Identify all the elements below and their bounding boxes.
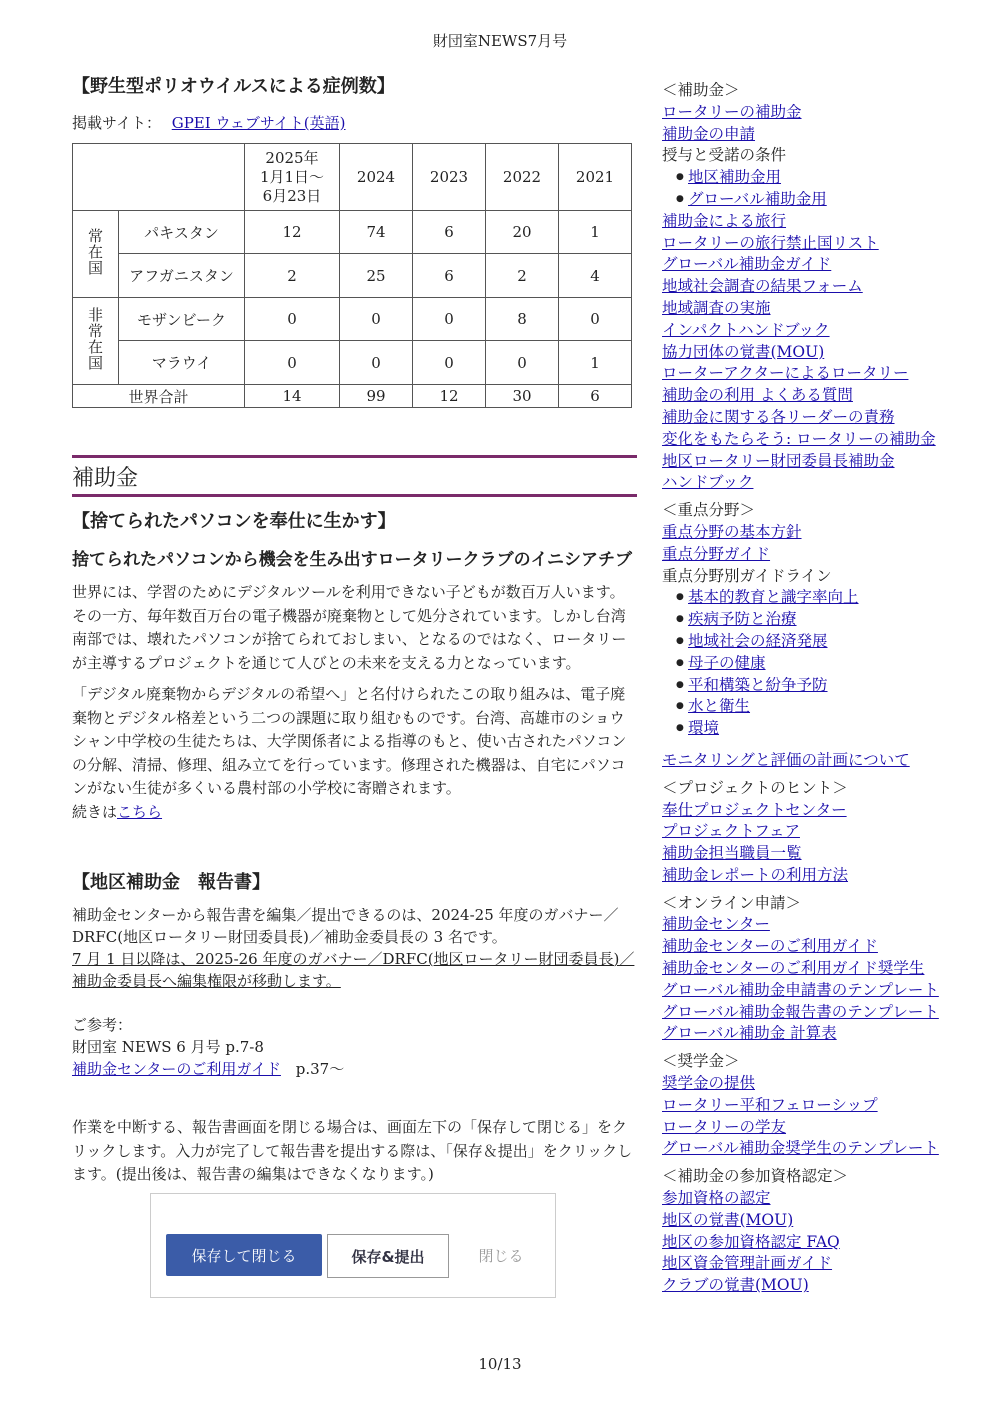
sidebar-link[interactable]: グローバル補助金用 — [688, 189, 827, 208]
sidebar-link[interactable]: 地区資金管理計画ガイド — [662, 1254, 833, 1273]
sidebar-link[interactable]: グローバル補助金ガイド — [662, 255, 832, 274]
sidebar-heading: ＜重点分野＞ — [662, 501, 756, 520]
grant-center-guide-link[interactable]: 補助金センターのご利用ガイド — [72, 1060, 281, 1078]
sidebar-row — [662, 451, 962, 473]
sidebar-row — [662, 800, 962, 822]
value-cell: 0 — [559, 298, 632, 341]
sidebar-row — [662, 544, 962, 566]
sidebar-link[interactable]: 水と衛生 — [688, 697, 751, 716]
close-button[interactable]: 閉じる — [478, 1246, 524, 1265]
sidebar-link[interactable]: 補助金センターのご利用ガイド奨学生 — [662, 959, 925, 978]
ref-2 — [72, 1058, 637, 1080]
sidebar-row — [662, 1095, 962, 1117]
sidebar-heading: ＜プロジェクトのヒント＞ — [662, 778, 848, 797]
sidebar-link[interactable]: グローバル補助金 計算表 — [662, 1024, 837, 1043]
sidebar-link[interactable]: 補助金レポートの利用方法 — [662, 865, 849, 884]
sidebar-row — [662, 1232, 962, 1254]
sidebar-row — [662, 472, 962, 494]
sidebar-link[interactable]: 参加資格の認定 — [662, 1189, 771, 1208]
sidebar-bullet-item — [676, 718, 962, 740]
sidebar-label: 重点分野別ガイドライン — [662, 566, 832, 585]
page-header: 財団室NEWS7月号 — [432, 32, 568, 50]
read-more-link[interactable]: こちら — [117, 802, 163, 821]
sidebar-row — [662, 865, 962, 887]
sidebar-link[interactable]: 補助金による旅行 — [662, 211, 787, 230]
sidebar-row — [662, 914, 962, 936]
read-more-label: 続きは — [72, 802, 118, 821]
sidebar-link[interactable]: ロータリーの補助金 — [662, 102, 802, 121]
sidebar-link[interactable]: 疾病予防と治療 — [688, 610, 797, 629]
col-header: 2024 — [340, 144, 413, 211]
gpei-link[interactable]: GPEI ウェブサイト(英語) — [171, 114, 346, 132]
total-cell: 30 — [486, 385, 559, 408]
value-cell: 2 — [486, 254, 559, 298]
pc-title: 【捨てられたパソコンを奉仕に生かす】 — [72, 511, 396, 532]
ref-1: 財団室 NEWS 6 月号 p.7-8 — [72, 1038, 264, 1056]
value-cell: 6 — [413, 211, 486, 254]
value-cell: 0 — [340, 341, 413, 385]
sidebar-row — [662, 1073, 962, 1095]
save-submit-button[interactable]: 保存&提出 — [327, 1234, 449, 1278]
table-row — [73, 341, 632, 385]
value-cell: 0 — [245, 298, 340, 341]
ref-2-page: p.37～ — [295, 1060, 345, 1078]
sidebar-link[interactable]: 地区の覚書(MOU) — [662, 1210, 794, 1229]
pc-subtitle: 捨てられたパソコンから機会を生み出すロータリークラブのイニシアチブ — [72, 550, 632, 570]
sidebar-row — [662, 936, 962, 958]
sidebar-row — [662, 522, 962, 544]
sidebar-link[interactable]: モニタリングと評価の計画について — [662, 750, 910, 769]
sidebar-link[interactable]: 環境 — [688, 719, 720, 738]
sidebar-row — [662, 298, 962, 320]
group-endemic: 常在国 — [73, 211, 119, 298]
polio-title: 【野生型ポリオウイルスによる症例数】 — [72, 76, 395, 97]
sidebar-row — [662, 233, 962, 255]
country-cell: マラウイ — [119, 341, 245, 385]
col-header: 2023 — [413, 144, 486, 211]
value-cell: 25 — [340, 254, 413, 298]
ref-label: ご参考： — [72, 1016, 133, 1034]
sidebar-link[interactable]: 平和構築と紛争予防 — [688, 675, 828, 694]
sidebar-section — [662, 778, 962, 887]
value-cell: 1 — [559, 341, 632, 385]
site-label: 掲載サイト： — [72, 114, 161, 132]
sidebar-link[interactable]: ローターアクターによるロータリー — [662, 364, 909, 383]
value-cell: 0 — [486, 341, 559, 385]
sidebar-bullet-list — [662, 587, 962, 740]
sidebar-row — [662, 1210, 962, 1232]
sidebar-link[interactable]: ロータリー平和フェローシップ — [662, 1095, 878, 1114]
sidebar-row — [662, 1023, 962, 1045]
value-cell: 12 — [245, 211, 340, 254]
sidebar-section — [662, 1051, 962, 1160]
sidebar-row — [662, 145, 962, 167]
sidebar-heading: ＜補助金＞ — [662, 81, 740, 99]
sidebar-row — [662, 385, 962, 407]
sidebar-link[interactable]: グローバル補助金報告書のテンプレート — [662, 1002, 939, 1021]
sidebar-bullet-item — [676, 587, 962, 609]
value-cell: 0 — [413, 298, 486, 341]
report-notice: 7 月 1 日以降は、2025-26 年度のガバナー／DRFC(地区ロータリー財団委員長)／補助金委員長へ編集権限が移動します。 — [72, 950, 635, 990]
sidebar-link[interactable]: 補助金センターのご利用ガイド — [662, 937, 878, 956]
sidebar-row — [662, 1117, 962, 1139]
sidebar-row — [662, 254, 962, 276]
total-cell: 6 — [559, 385, 632, 408]
sidebar-link[interactable]: 地域社会の経済発展 — [688, 631, 828, 650]
sidebar-link[interactable]: 補助金の利用 よくある質問 — [662, 386, 853, 405]
site-line — [72, 112, 637, 133]
sidebar-row — [662, 102, 962, 124]
sidebar-row — [662, 566, 962, 588]
col-header: 2022 — [486, 144, 559, 211]
total-label: 世界合計 — [73, 385, 245, 408]
value-cell: 20 — [486, 211, 559, 254]
save-close-button[interactable]: 保存して閉じる — [166, 1234, 322, 1276]
sidebar-section — [662, 500, 962, 772]
sidebar-link[interactable]: グローバル補助金申請書のテンプレート — [662, 980, 939, 999]
sidebar-link[interactable]: 重点分野ガイド — [662, 544, 771, 563]
report-title: 【地区補助金 報告書】 — [72, 872, 270, 893]
sidebar-row — [662, 1138, 962, 1160]
country-cell: パキスタン — [119, 211, 245, 254]
table-row — [73, 211, 632, 254]
sidebar-link[interactable]: ロータリーの学友 — [662, 1117, 787, 1136]
value-cell: 4 — [559, 254, 632, 298]
main-column — [72, 70, 637, 1187]
sidebar-row — [662, 1253, 962, 1275]
sidebar-bullet-item — [676, 189, 962, 211]
country-cell: モザンビーク — [119, 298, 245, 341]
sidebar-bullet-item — [676, 609, 962, 631]
sidebar-link[interactable]: 補助金の申請 — [662, 124, 756, 143]
sidebar-row — [662, 1002, 962, 1024]
polio-table — [72, 143, 632, 408]
pc-paragraph-2: 「デジタル廃棄物からデジタルの希望へ」と名付けられたこの取り組みは、電子廃棄物とデジタル格差という二つの課題に取り組むものです。台湾、高雄市のショウシャン中学校の生徒たちは、大学関係者による指導のもと、使い古されたパソコンの分解、清掃、修理、組み立てを行っています。修理された機器は、自宅にパソコンがない生徒が多くいる農村部の小学校に寄贈されます。 — [72, 685, 627, 797]
value-cell: 2 — [245, 254, 340, 298]
sidebar-bullet-item — [676, 631, 962, 653]
sidebar-section — [662, 893, 962, 1046]
sidebar-link[interactable]: ロータリーの旅行禁止国リスト — [662, 233, 879, 252]
group-nonendemic: 非常在国 — [73, 298, 119, 385]
sidebar-row — [662, 363, 962, 385]
sidebar-section — [662, 1166, 962, 1297]
table-row — [73, 298, 632, 341]
sidebar-link[interactable]: 奉仕プロジェクトセンター — [662, 800, 847, 819]
sidebar-bullet-item — [676, 653, 962, 675]
sidebar-row — [662, 342, 962, 364]
total-cell: 14 — [245, 385, 340, 408]
sidebar-row — [662, 407, 962, 429]
sidebar-row — [662, 843, 962, 865]
value-cell: 0 — [413, 341, 486, 385]
sidebar-link[interactable]: 補助金担当職員一覧 — [662, 844, 802, 863]
sidebar-link[interactable]: 地区の参加資格認定 FAQ — [662, 1232, 840, 1251]
sidebar-row — [662, 429, 962, 451]
sidebar-section — [662, 80, 962, 494]
value-cell: 0 — [245, 341, 340, 385]
sidebar-row — [662, 211, 962, 233]
section-title: 補助金 — [72, 455, 637, 497]
sidebar-link[interactable]: 地域調査の実施 — [662, 298, 771, 317]
sidebar-link[interactable]: 重点分野の基本方針 — [662, 522, 802, 541]
sidebar-link[interactable]: プロジェクトフェア — [662, 822, 800, 841]
total-cell: 12 — [413, 385, 486, 408]
sidebar-heading: ＜オンライン申請＞ — [662, 893, 802, 912]
sidebar-label: 授与と受諾の条件 — [662, 146, 787, 165]
value-cell: 74 — [340, 211, 413, 254]
sidebar-link[interactable]: 変化をもたらそう: ロータリーの補助金 — [662, 429, 936, 448]
value-cell: 1 — [559, 211, 632, 254]
sidebar-heading: ＜奨学金＞ — [662, 1052, 740, 1071]
value-cell: 0 — [340, 298, 413, 341]
sidebar-link[interactable]: 補助金センター — [662, 915, 770, 934]
sidebar-row — [662, 276, 962, 298]
value-cell: 6 — [413, 254, 486, 298]
report-paragraph-1: 補助金センターから報告書を編集／提出できるのは、2024-25 年度のガバナー／DRFC(地区ロータリー財団委員長)／補助金委員長の 3 名です。 — [72, 906, 619, 946]
report-paragraph-2: 作業を中断する、報告書画面を閉じる場合は、画面左下の「保存して閉じる」をクリックします。入力が完了して報告書を提出する際は、「保存＆提出」をクリックします。(提出後は、報告書の編集はできなくなります。) — [72, 1118, 633, 1183]
col-header: 2025年 1月1日～ 6月23日 — [245, 144, 340, 211]
sidebar-link[interactable]: 奨学金の提供 — [662, 1074, 756, 1093]
sidebar-link[interactable]: 協力団体の覚書(MOU) — [662, 342, 825, 361]
sidebar-row — [662, 124, 962, 146]
sidebar-link[interactable]: 地区ロータリー財団委員長補助金 — [662, 451, 895, 470]
sidebar-bullet-item — [676, 696, 962, 718]
sidebar-bullet-item — [676, 167, 962, 189]
table-corner — [73, 144, 245, 211]
sidebar-link[interactable]: 補助金に関する各リーダーの責務 — [662, 407, 895, 426]
sidebar-link[interactable]: クラブの覚書(MOU) — [662, 1276, 809, 1295]
total-cell: 99 — [340, 385, 413, 408]
table-row — [73, 254, 632, 298]
sidebar-link[interactable]: 基本的教育と識字率向上 — [688, 588, 859, 607]
sidebar-link[interactable]: 母子の健康 — [688, 653, 766, 672]
value-cell: 8 — [486, 298, 559, 341]
sidebar-row — [662, 958, 962, 980]
page-number: 10/13 — [478, 1355, 522, 1373]
sidebar-bullet-item — [676, 675, 962, 697]
sidebar-row — [662, 320, 962, 342]
sidebar-row — [662, 750, 962, 772]
sidebar-row — [662, 1275, 962, 1297]
sidebar-link[interactable]: グローバル補助金奨学生のテンプレート — [662, 1139, 939, 1158]
sidebar-bullet-list — [662, 167, 962, 211]
sidebar-heading: ＜補助金の参加資格認定＞ — [662, 1167, 849, 1186]
col-header: 2021 — [559, 144, 632, 211]
read-more-line — [72, 801, 637, 825]
sidebar-link[interactable]: ハンドブック — [662, 473, 754, 492]
sidebar-link[interactable]: 地域社会調査の結果フォーム — [662, 277, 863, 296]
sidebar-link[interactable]: インパクトハンドブック — [662, 320, 830, 339]
table-total-row — [73, 385, 632, 408]
pc-paragraph-1: 世界には、学習のためにデジタルツールを利用できない子どもが数百万人います。その一方、毎年数百万台の電子機器が廃棄物として処分されています。しかし台湾南部では、壊れたパソコンが捨てられておしまい、となるのではなく、ロータリーが主導するプロジェクトを通じて人びとの未来を支える力となっています。 — [72, 583, 627, 672]
country-cell: アフガニスタン — [119, 254, 245, 298]
sidebar-row — [662, 980, 962, 1002]
button-screenshot — [150, 1193, 556, 1298]
sidebar-link[interactable]: 地区補助金用 — [688, 168, 782, 187]
sidebar — [662, 80, 962, 1297]
sidebar-row — [662, 821, 962, 843]
sidebar-row — [662, 1188, 962, 1210]
